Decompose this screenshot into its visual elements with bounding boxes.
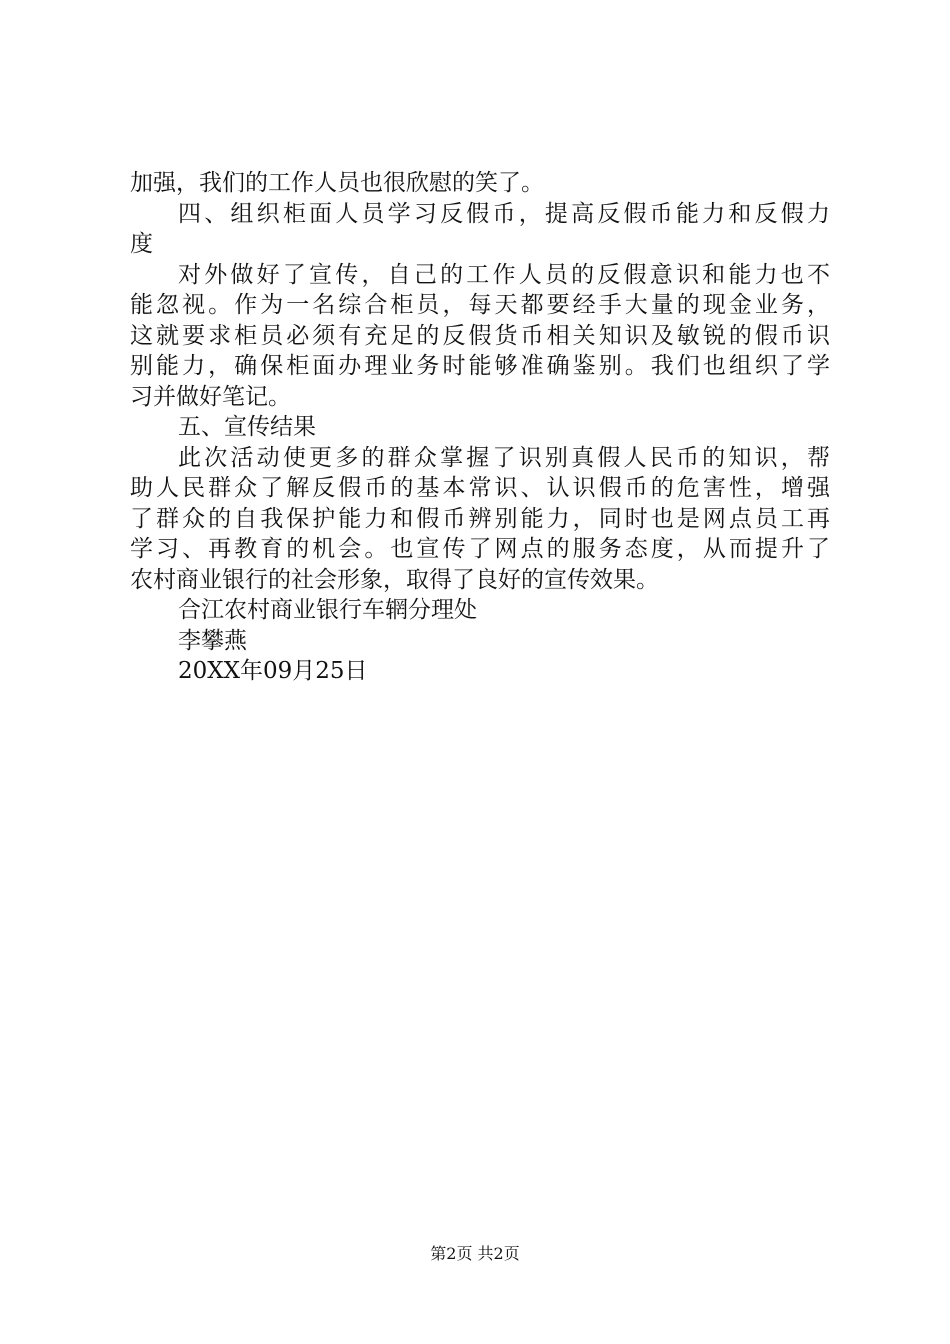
document-body bbox=[130, 168, 830, 687]
paragraph-line: 了群众的自我保护能力和假币辨别能力，同时也是网点员工再 bbox=[130, 505, 830, 532]
paragraph-line: 助人民群众了解反假币的基本常识、认识假币的危害性，增强 bbox=[130, 475, 830, 501]
paragraph-line: 农村商业银行的社会形象，取得了良好的宣传效果。 bbox=[130, 566, 659, 593]
paragraph-line: 能忽视。作为一名综合柜员，每天都要经手大量的现金业务， bbox=[130, 292, 830, 318]
paragraph-line: 习并做好笔记。 bbox=[130, 383, 291, 410]
section-heading-five: 五、宣传结果 bbox=[178, 414, 316, 440]
signature-name: 李攀燕 bbox=[178, 627, 247, 654]
signature-date: 20XX年09月25日 bbox=[178, 658, 368, 684]
section-heading-four-continued: 度 bbox=[130, 231, 153, 257]
signature-organization: 合江农村商业银行车辋分理处 bbox=[178, 597, 477, 623]
section-heading-four: 四、组织柜面人员学习反假币，提高反假币能力和反假力 bbox=[178, 200, 830, 227]
paragraph-line: 这就要求柜员必须有充足的反假货币相关知识及敏锐的假币识 bbox=[130, 322, 830, 349]
paragraph-line: 此次活动使更多的群众掌握了识别真假人民币的知识，帮 bbox=[178, 444, 830, 471]
page-number-footer: 第2页 共2页 bbox=[430, 1244, 520, 1263]
paragraph-line: 加强，我们的工作人员也很欣慰的笑了。 bbox=[130, 170, 544, 196]
paragraph-line: 对外做好了宣传，自己的工作人员的反假意识和能力也不 bbox=[178, 261, 830, 288]
paragraph-line: 别能力，确保柜面办理业务时能够准确鉴别。我们也组织了学 bbox=[130, 353, 830, 379]
paragraph-line: 学习、再教育的机会。也宣传了网点的服务态度，从而提升了 bbox=[130, 536, 830, 562]
